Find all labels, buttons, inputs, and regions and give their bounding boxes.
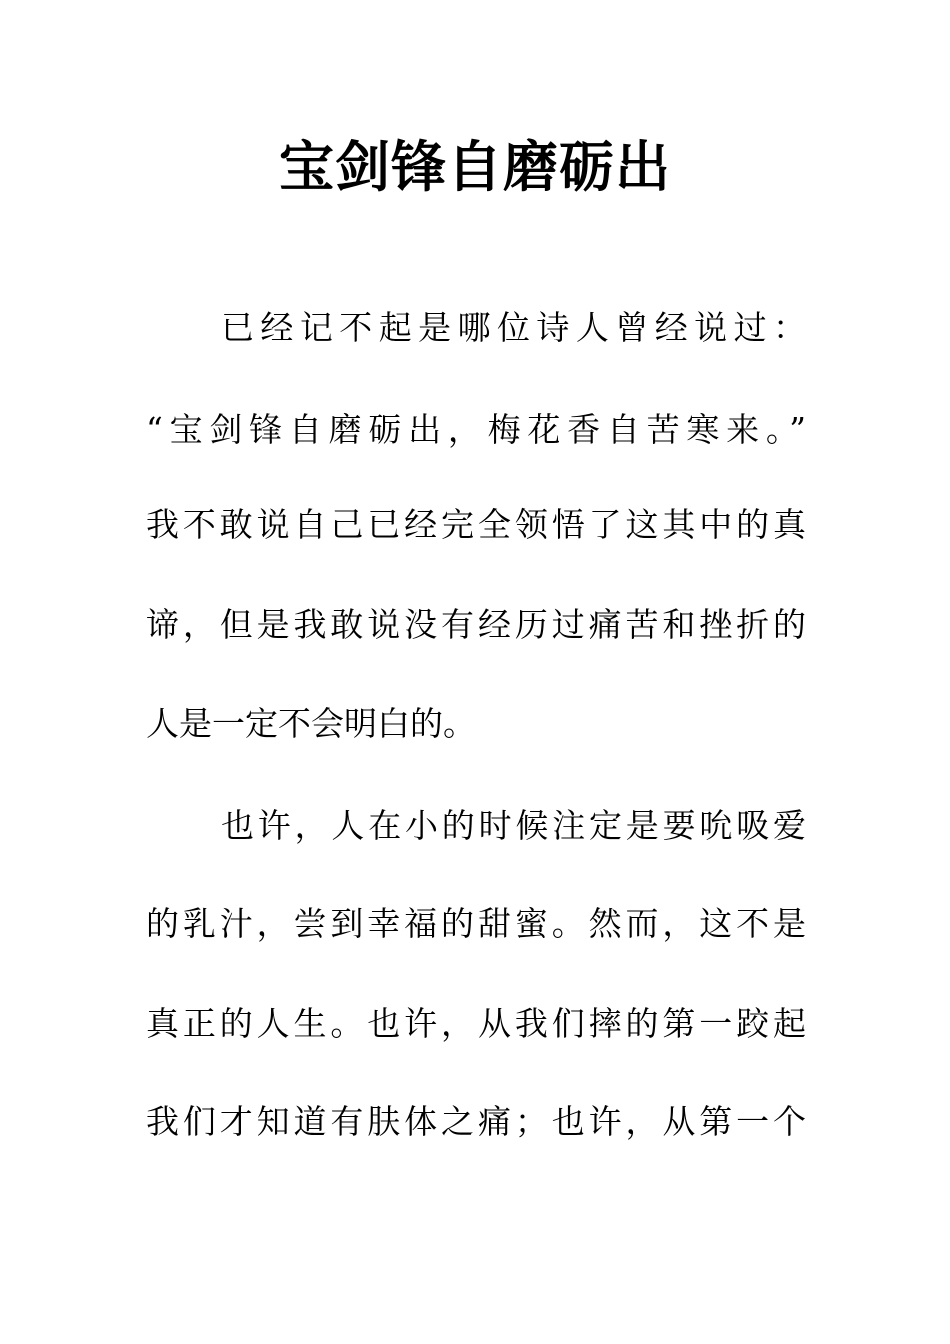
paragraph-line: 我们才知道有肤体之痛；也许，从第一个 [146,1102,806,1141]
paragraph-line: “宝剑锋自磨砺出，梅花香自苦寒来。” [146,410,806,449]
paragraph-line: 真正的人生。也许，从我们摔的第一跤起 [146,1004,806,1043]
document-title: 宝剑锋自磨砺出 [278,135,671,199]
paragraph-line: 已经记不起是哪位诗人曾经说过： [221,308,806,347]
paragraph-line: 我不敢说自己已经完全领悟了这其中的真 [146,505,806,544]
paragraph-line: 的乳汁，尝到幸福的甜蜜。然而，这不是 [146,904,806,943]
paragraph-line: 也许，人在小的时候注定是要吮吸爱 [221,806,806,845]
paragraph-line: 人是一定不会明白的。 [146,704,476,743]
paragraph-line: 谛，但是我敢说没有经历过痛苦和挫折的 [146,605,806,644]
